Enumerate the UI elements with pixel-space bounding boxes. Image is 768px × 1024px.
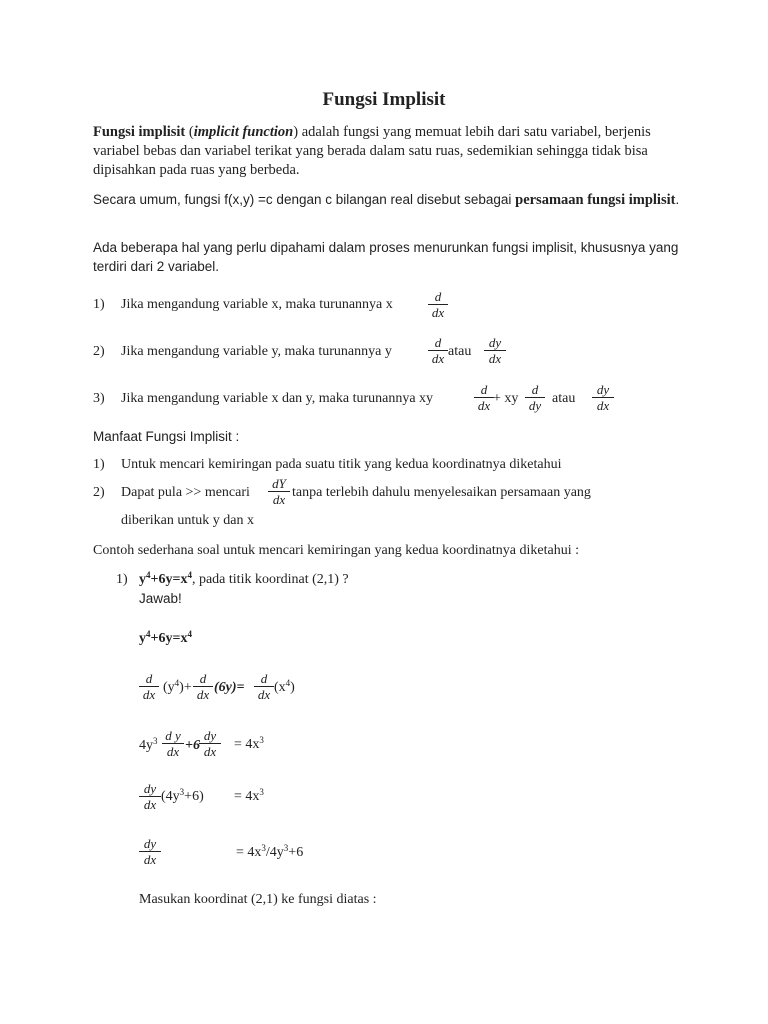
step-5-frac: dy dx (139, 836, 161, 867)
step-3-term-a: $4y^3$ (139, 736, 158, 753)
step-2-term-a: $(y^4)+$ (163, 678, 192, 695)
rule-3-frac-c: dy dx (592, 382, 614, 413)
example-intro: Contoh sederhana soal untuk mencari kemiringan yang kedua koordinatnya diketahui : (93, 543, 579, 558)
general-prefix: Secara umum, fungsi f(x,y) =c dengan c bilangan real disebut sebagai (93, 192, 516, 207)
benefit-2-text-b: tanpa terlebih dahulu menyelesaikan persamaan yang (292, 485, 591, 500)
intro-paragraph (93, 123, 693, 180)
step-4-frac: dy dx (139, 781, 161, 812)
rule-3-frac-b: d dy (525, 382, 545, 413)
intro-rest: ) adalah fungsi yang memuat lebih dari satu variabel, berjenis variabel bebas dan variabel terikat yang berada dalam satu ruas, sedemikian sehingga tidak bisa dipisahkan pada ruas yang berbeda. (93, 124, 651, 178)
benefit-2-text-c: diberikan untuk y dan x (121, 513, 254, 528)
rule-3-num: 3) (93, 391, 105, 406)
step-2-frac-a: d dx (139, 671, 159, 702)
step-1: $y^4+6y=x^4$ (139, 629, 192, 646)
step-2-frac-c: d dx (254, 671, 274, 702)
step-3-frac-a: d y dx (162, 728, 184, 759)
rule-2-atau: atau (448, 344, 472, 359)
general-suffix: . (675, 192, 680, 207)
rule-1-num: 1) (93, 297, 105, 312)
rule-3-plus: + xy (493, 391, 519, 406)
rule-2-text: Jika mengandung variable y, maka turunannya y (121, 344, 392, 359)
step-5-rhs: = $4x^3/4y^3+6$ (236, 843, 304, 860)
example-equation: $y^4+6y=x^4$, pada titik koordinat (2,1) ? (139, 570, 349, 587)
rule-1-frac: d dx (428, 289, 448, 320)
rule-2-frac-b: dy dx (484, 335, 506, 366)
step-2-term-c: $(x^4)$ (274, 678, 295, 695)
step-2-frac-b: d dx (193, 671, 213, 702)
benefit-title: Manfaat Fungsi Implisit : (93, 429, 240, 444)
general-paragraph (93, 190, 693, 210)
example-num: 1) (116, 572, 128, 587)
intro-term-en: implicit function (193, 124, 294, 140)
rule-3-frac-a: d dx (474, 382, 494, 413)
rule-2-frac-a: d dx (428, 335, 448, 366)
intro-open-paren: ( (188, 124, 194, 140)
intro-term: Fungsi implisit (93, 124, 186, 140)
benefit-2-text-a: Dapat pula >> mencari (121, 485, 250, 500)
benefit-1-text: Untuk mencari kemiringan pada suatu titik yang kedua koordinatnya diketahui (121, 457, 562, 472)
rules-intro: Ada beberapa hal yang perlu dipahami dalam proses menurunkan fungsi implisit, khususnya yang terdiri dari 2 variabel. (93, 240, 679, 274)
page-title: Fungsi Implisit (322, 89, 446, 110)
step-2-term-b: (6y)= (214, 680, 245, 695)
rule-2-num: 2) (93, 344, 105, 359)
step-3-plus6: +6 (185, 738, 200, 753)
step-3-rhs: = $4x^3$ (234, 735, 264, 752)
general-bold: persamaan fungsi implisit (515, 192, 676, 208)
benefit-2-frac: dY dx (268, 476, 290, 507)
benefit-1-num: 1) (93, 457, 105, 472)
step-3-frac-b: dy dx (199, 728, 221, 759)
closing-text: Masukan koordinat (2,1) ke fungsi diatas : (139, 892, 377, 907)
step-4-term: $(4y^3+6)$ (161, 787, 204, 804)
rule-3-text: Jika mengandung variable x dan y, maka turunannya xy (121, 391, 434, 406)
rule-3-atau: atau (552, 391, 576, 406)
rule-1-text: Jika mengandung variable x, maka turunannya x (121, 297, 393, 312)
benefit-2-num: 2) (93, 485, 105, 500)
step-4-rhs: = $4x^3$ (234, 787, 264, 804)
answer-label: Jawab! (139, 591, 182, 606)
